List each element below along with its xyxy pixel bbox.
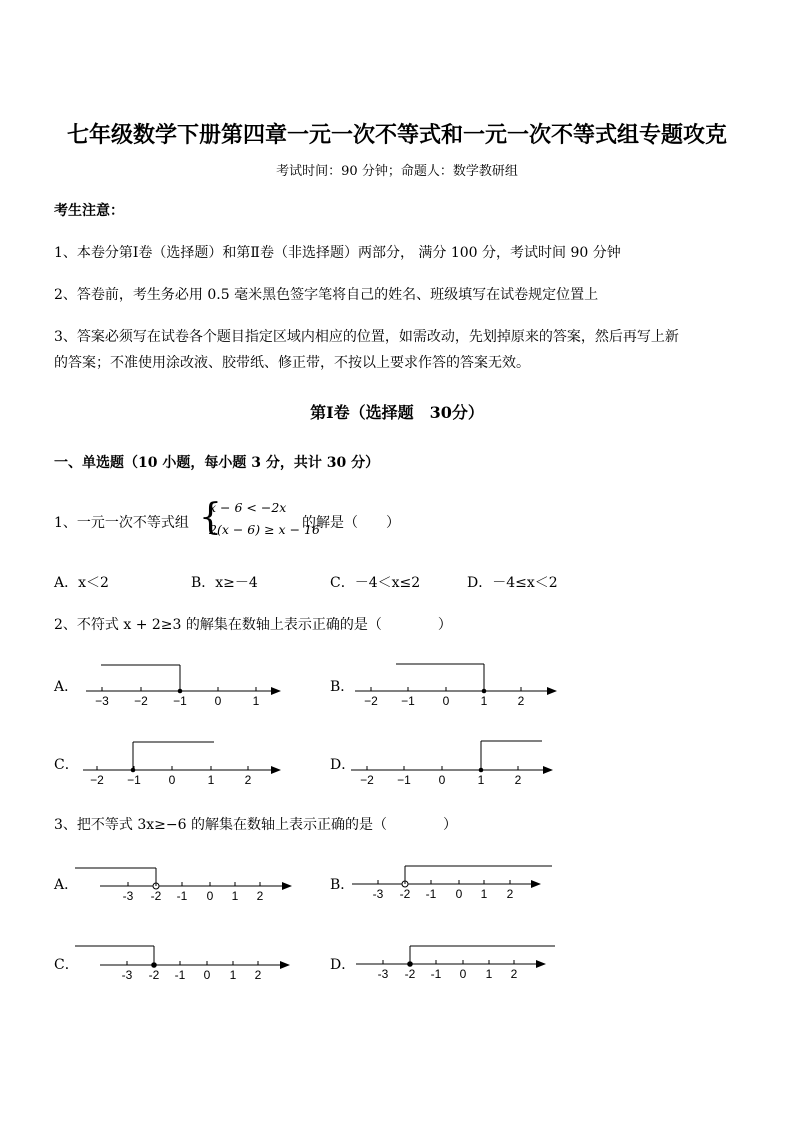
q3-option-d-label: D． [330,957,356,973]
tick-label: 2 [506,887,514,901]
part-heading: 一、单选题（10 小题，每小题 3 分，共计 30 分） [54,455,380,471]
tick-label: −2 [364,694,378,708]
q1-option-a: A．x＜2 [54,575,109,591]
tick-label: -3 [121,968,133,982]
tick-label: 1 [229,968,237,982]
tick-label: -3 [372,887,384,901]
q3-c-number-line [75,946,289,982]
tick-label: −2 [134,694,148,708]
q2-option-a-label: A． [54,679,79,695]
page-title: 七年级数学下册第四章一元一次不等式和一元一次不等式组专题攻克 [66,122,727,148]
q2-b-number-line [355,664,556,708]
q2-a-number-line [86,665,280,708]
tick-label: 1 [252,694,260,708]
q2-d-number-line [351,741,552,787]
q2-option-c-label: C． [54,757,79,773]
tick-label: −2 [360,773,374,787]
tick-label: 0 [206,889,214,903]
q1-prefix: 1、一元一次不等式组 [54,515,189,531]
tick-label: -1 [176,889,188,903]
q3-d-number-line [356,946,555,981]
q1-option-b: B．x≥－4 [191,575,258,591]
tick-label: −3 [95,694,109,708]
tick-label: 1 [477,773,485,787]
tick-label: -3 [377,967,389,981]
tick-label: −2 [90,773,104,787]
q3-b-number-line [352,866,552,901]
notice-item-3-cont: 的答案；不准使用涂改液、胶带纸、修正带，不按以上要求作答的答案无效。 [54,355,530,371]
tick-label: 0 [203,968,211,982]
notice-item-3: 3、答案必须写在试卷各个题目指定区域内相应的位置，如需改动，先划掉原来的答案，然后再写上新 [54,329,679,345]
tick-label: 0 [455,887,463,901]
q2-option-b-label: B． [330,679,355,695]
tick-label: 2 [254,968,262,982]
q1-option-d: D．－4≤x＜2 [467,575,558,591]
tick-label: -1 [430,967,442,981]
tick-label: −1 [401,694,415,708]
q3-a-number-line [75,868,291,903]
tick-label: -2 [404,967,416,981]
tick-label: 2 [244,773,252,787]
tick-label: −1 [127,773,141,787]
tick-label: 1 [480,887,488,901]
tick-label: -2 [148,968,160,982]
q3-text: 3、把不等式 3x≥−6 的解集在数轴上表示正确的是（ ） [54,817,457,833]
exam-info: 考试时间：90 分钟；命题人：数学教研组 [276,164,518,179]
q2-text: 2、不符式 x + 2≥3 的解集在数轴上表示正确的是（ ） [54,617,452,633]
q1-suffix: 的解是（ ） [302,515,400,531]
tick-label: −1 [397,773,411,787]
tick-label: 0 [438,773,446,787]
tick-label: 2 [256,889,264,903]
q2-c-number-line [83,742,280,787]
tick-label: 2 [514,773,522,787]
q1-ineq-2: 2(x − 6) ≥ x − 16 [209,522,320,537]
tick-label: 0 [214,694,222,708]
tick-label: 1 [231,889,239,903]
notice-item-2: 2、答卷前，考生务必用 0.5 毫米黑色签字笔将自己的姓名、班级填写在试卷规定位置上 [54,287,599,303]
tick-label: 2 [510,967,518,981]
tick-label: 1 [485,967,493,981]
section-title: 第Ⅰ卷（选择题 30分） [310,403,484,422]
q3-option-c-label: C． [54,957,79,973]
tick-label: -3 [122,889,134,903]
tick-label: 1 [207,773,215,787]
tick-label: 1 [480,694,488,708]
tick-label: 0 [442,694,450,708]
tick-label: -2 [150,889,162,903]
brace-icon: { [199,497,222,538]
q1-ineq-1: x − 6 < −2x [209,500,287,515]
notice-item-1: 1、本卷分第Ⅰ卷（选择题）和第Ⅱ卷（非选择题）两部分， 满分 100 分，考试时间 90 分钟 [54,245,621,261]
notice-heading: 考生注意： [54,203,124,219]
tick-label: 0 [168,773,176,787]
tick-label: 0 [459,967,467,981]
q1-option-c: C．－4＜x≤2 [330,575,421,591]
tick-label: -1 [425,887,437,901]
q3-option-b-label: B． [330,877,355,893]
q2-option-d-label: D． [330,757,356,773]
tick-label: −1 [173,694,187,708]
q3-option-a-label: A． [54,877,79,893]
tick-label: 2 [517,694,525,708]
tick-label: -1 [174,968,186,982]
tick-label: -2 [399,887,411,901]
